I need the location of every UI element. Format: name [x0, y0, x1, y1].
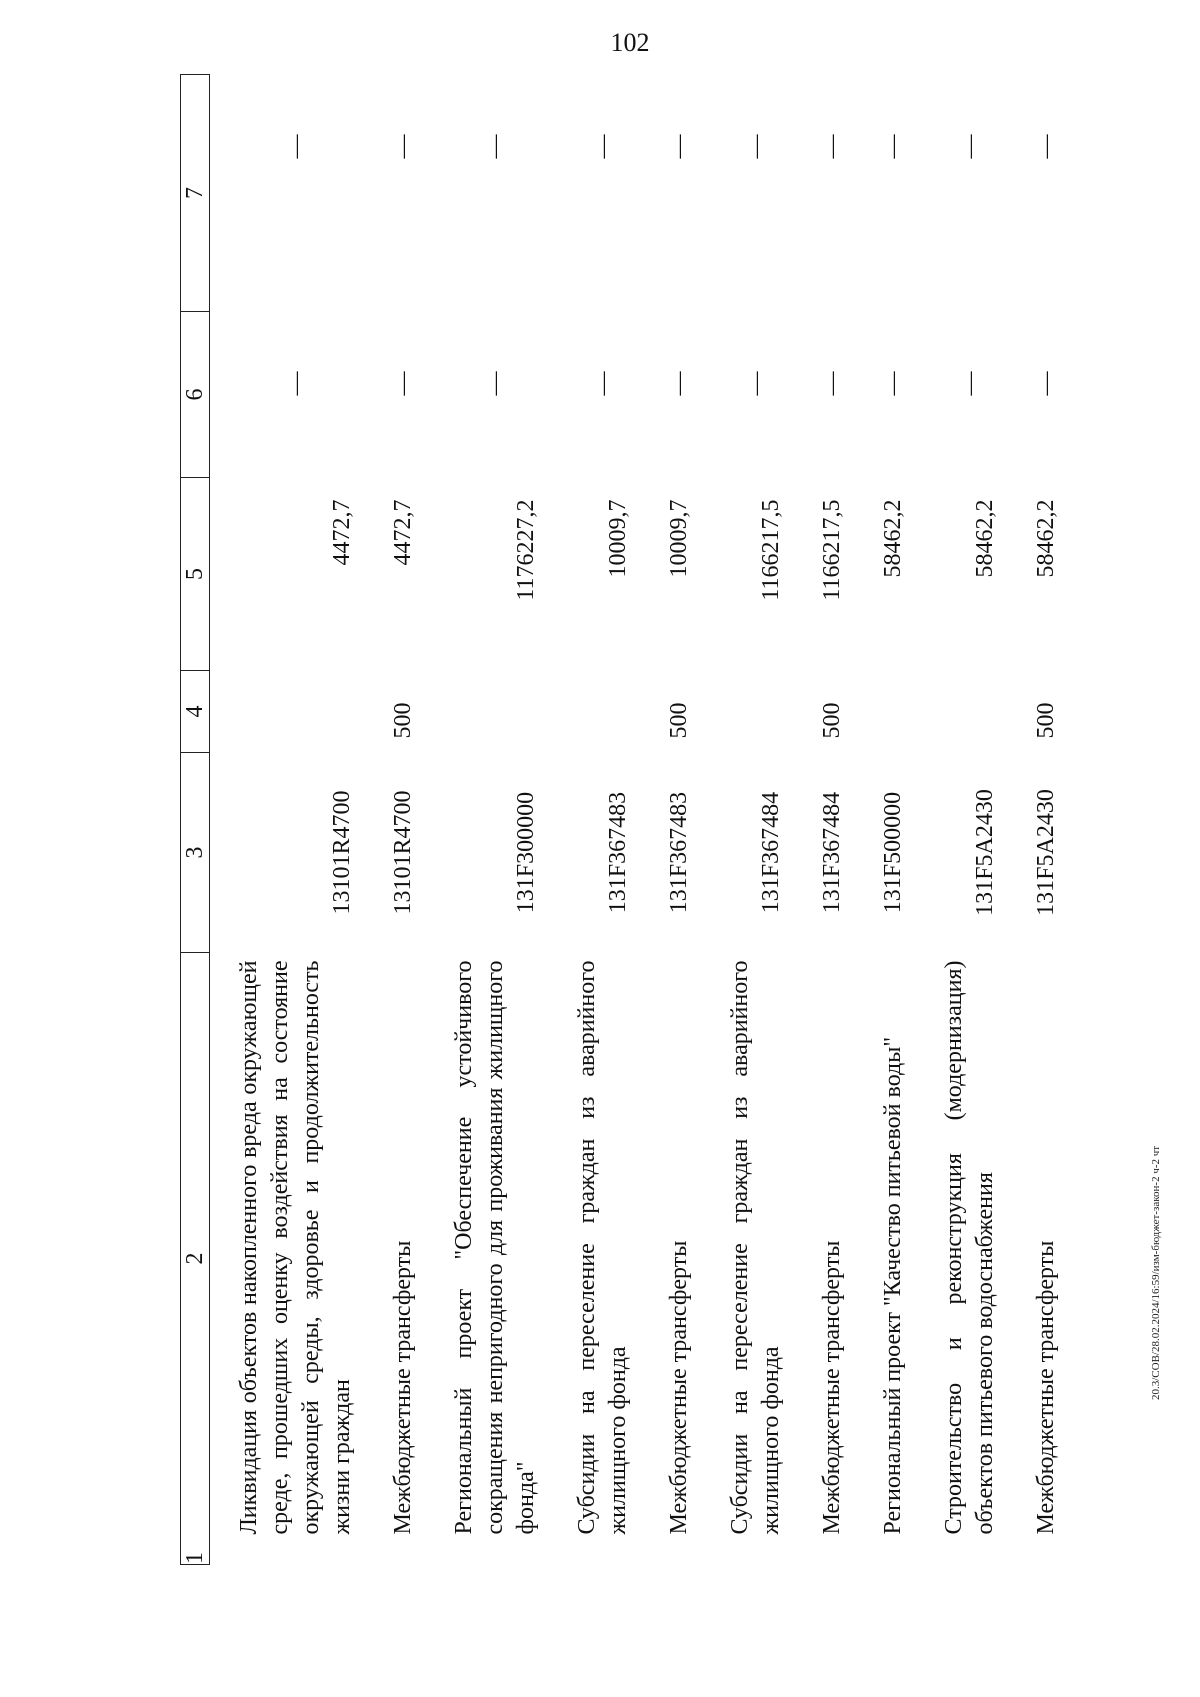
row-col-6: — [819, 371, 845, 396]
row-code: 13101R4700 [329, 790, 355, 915]
table-row [915, 75, 1007, 1565]
row-code: 131F367484 [758, 791, 784, 914]
row-amount: 58462,2 [880, 499, 906, 578]
row-vr [425, 671, 548, 753]
row-vr [915, 671, 1007, 753]
row-amount: 4472,7 [390, 499, 416, 566]
table-row [1007, 75, 1068, 1565]
row-amount: 10009,7 [605, 499, 631, 578]
row-amount: 10009,7 [666, 499, 692, 578]
row-col-6: — [390, 371, 416, 396]
row-col-6: — [742, 371, 769, 396]
row-amount: 1176227,2 [513, 499, 539, 601]
header-col-6: 6 [181, 312, 210, 478]
table-row [364, 75, 425, 1565]
row-name: Межбюджетные трансферты [1033, 1240, 1059, 1535]
row-code: 131F367483 [666, 791, 692, 914]
row-code: 13101R4700 [390, 790, 416, 915]
row-amount: 1166217,5 [819, 499, 845, 601]
row-col-6: — [880, 371, 906, 396]
row-amount: 58462,2 [972, 499, 998, 578]
row-code: 131F367483 [605, 791, 631, 914]
row-vr [548, 671, 640, 753]
row-col-7: — [742, 134, 769, 159]
header-col-5: 5 [181, 478, 210, 671]
row-col-6: — [282, 371, 309, 396]
table-row [210, 75, 365, 1565]
row-col-6: — [666, 371, 692, 396]
table-row [793, 75, 854, 1565]
row-name: Региональный проект "Качество питьевой воды" [880, 1036, 906, 1535]
row-col-7: — [666, 134, 692, 159]
row-name: Ликвидация объектов накопленного вреда окружающей среде, прошедших оценку воздействия на состояние окружающей среды, здоровье и продолжительность жизни граждан [236, 960, 355, 1535]
header-col-7: 7 [181, 75, 210, 312]
table-row [640, 75, 701, 1565]
row-vr: 500 [666, 702, 692, 739]
row-col-7: — [819, 134, 845, 159]
table-row [854, 75, 915, 1565]
row-col-7: — [390, 134, 416, 159]
row-amount: 58462,2 [1033, 499, 1059, 578]
row-vr [701, 671, 793, 753]
row-amount: 4472,7 [329, 499, 355, 566]
row-vr [854, 671, 915, 753]
row-name: Межбюджетные трансферты [666, 1240, 692, 1535]
row-vr: 500 [819, 702, 845, 739]
row-code: 131F5A2430 [1033, 789, 1059, 916]
row-col-7: — [282, 134, 309, 159]
table-header-row: 1 2 3 4 5 6 7 [181, 75, 210, 1565]
row-vr [210, 671, 365, 753]
row-col-7: — [589, 134, 616, 159]
side-note: 20.3/СОВ/28.02.2024/16:59/изм-бюджет-закон-2 ч-2 чт [1150, 1145, 1162, 1400]
row-name: Субсидии на переселение граждан из аварийного жилищного фонда [727, 960, 784, 1535]
table-row [425, 75, 548, 1565]
header-col-3: 3 [181, 753, 210, 953]
row-name: Межбюджетные трансферты [819, 1240, 845, 1535]
row-code: 131F300000 [513, 791, 539, 914]
row-col-6: — [1033, 371, 1059, 396]
row-code: 131F367484 [819, 791, 845, 914]
row-col-6: — [956, 371, 983, 396]
row-vr: 500 [390, 702, 416, 739]
row-col-7: — [482, 134, 508, 159]
table-row [548, 75, 640, 1565]
row-vr: 500 [1033, 702, 1059, 739]
budget-table [180, 74, 1068, 1565]
row-col-7: — [956, 134, 983, 159]
row-amount: 1166217,5 [758, 499, 784, 601]
table-row [701, 75, 793, 1565]
row-col-6: — [482, 371, 508, 396]
row-name: Субсидии на переселение граждан из аварийного жилищного фонда [574, 960, 631, 1535]
header-col-4: 4 [181, 671, 210, 753]
row-name: Межбюджетные трансферты [390, 1240, 416, 1535]
header-col-2: 2 [181, 953, 210, 1565]
row-name: Строительство и реконструкция (модернизация) объектов питьевого водоснабжения [941, 960, 998, 1535]
rotated-table-container [180, 75, 1170, 1565]
row-col-6: — [589, 371, 616, 396]
row-col-7: — [880, 134, 906, 159]
row-code: 131F500000 [880, 791, 906, 914]
row-name: Региональный проект "Обеспечение устойчивого сокращения непригодного для проживания жилищного фонда" [451, 960, 539, 1535]
row-code: 131F5A2430 [972, 789, 998, 916]
page-number: 102 [610, 28, 650, 57]
row-col-7: — [1033, 134, 1059, 159]
